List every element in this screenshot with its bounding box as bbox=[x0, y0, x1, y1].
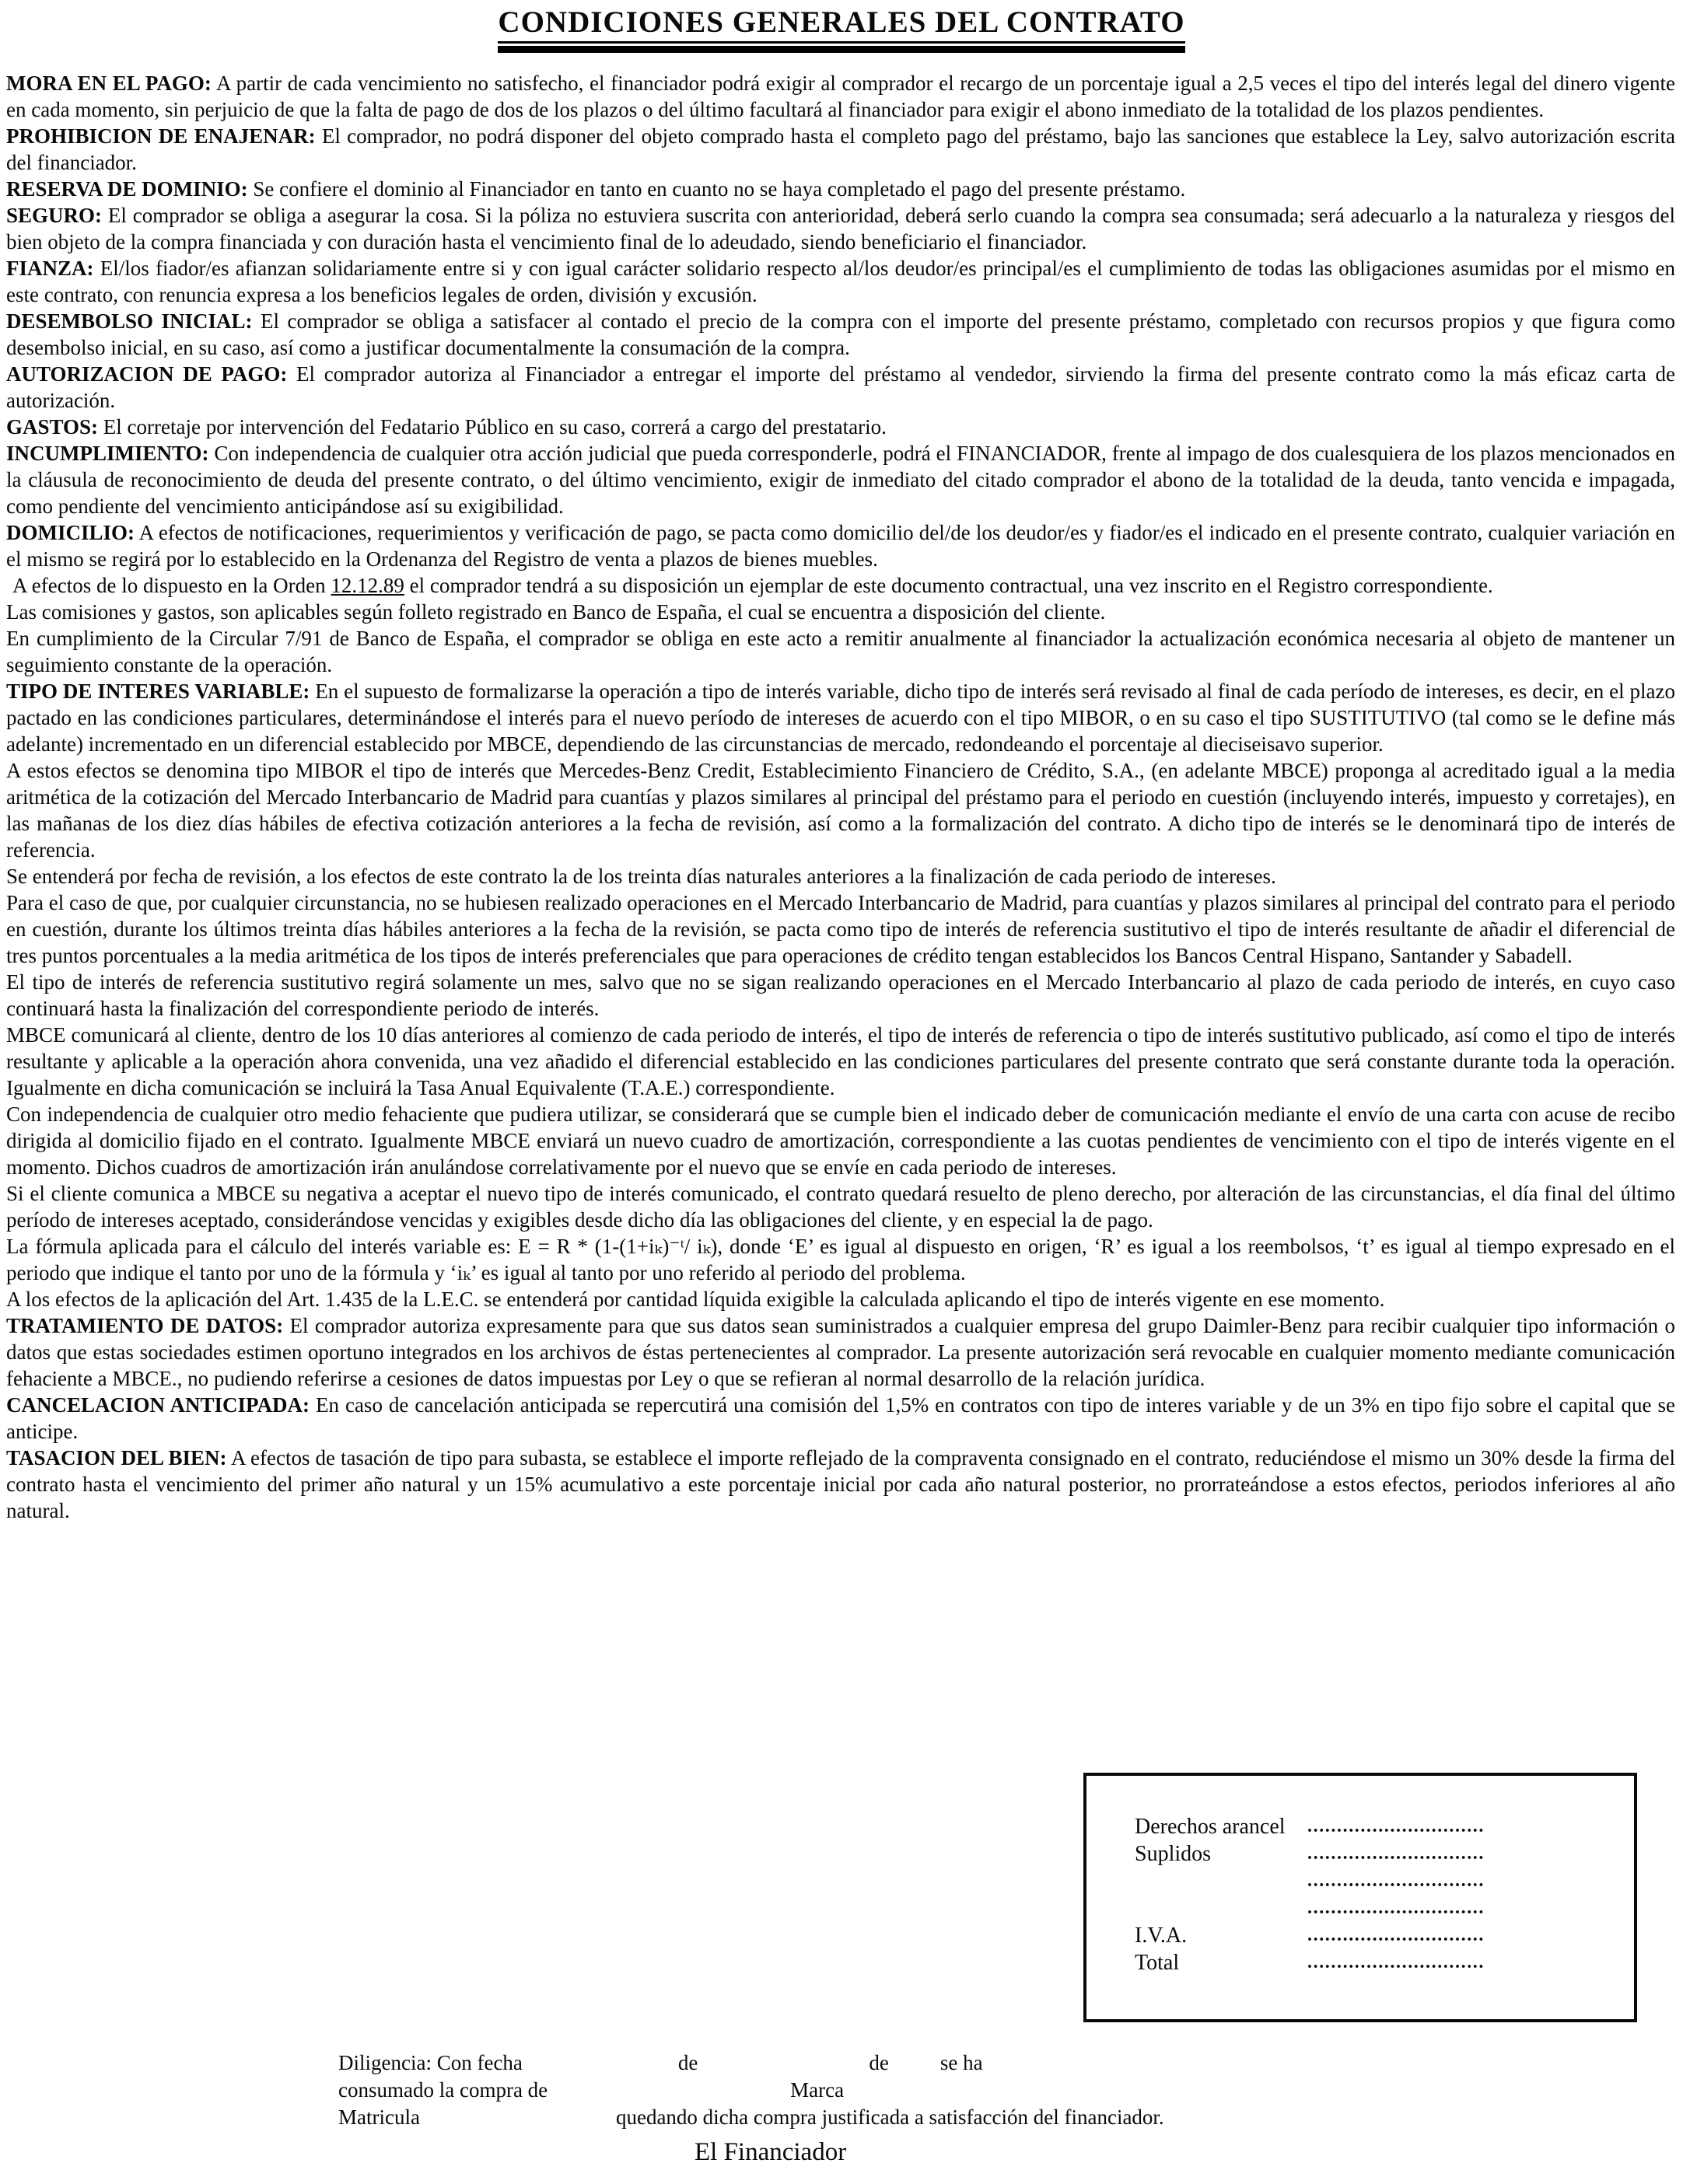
clause-text: El comprador se obliga a asegurar la cosa. Si la póliza no estuviera suscrita con anterioridad, deberá serlo cuando la compra sea consumada; será adecuarlo a la naturaleza y riesgos del bien objeto de la compra financiada y con duración hasta el vencimiento final de lo adeudado, siendo beneficiario el financiador. bbox=[6, 203, 1675, 253]
fees-rows bbox=[1086, 1776, 1634, 1976]
clause-heading: RESERVA DE DOMINIO: bbox=[6, 176, 248, 201]
clause-heading: SEGURO: bbox=[6, 203, 103, 227]
clause-paragraph bbox=[6, 969, 1675, 1022]
clause-paragraph bbox=[6, 889, 1675, 969]
clause-text: A los efectos de la aplicación del Art. 1.435 de la L.E.C. se entenderá por cantidad líquida exigible la calculada aplicando el tipo de interés vigente en ese momento. bbox=[6, 1287, 1385, 1311]
clause-paragraph bbox=[6, 863, 1675, 889]
clause-text: En caso de cancelación anticipada se repercutirá una comisión del 1,5% en contratos con tipo de interes variable y de un 3% en tipo fijo sobre el capital que se anticipe. bbox=[6, 1393, 1675, 1443]
fee-dotted-line: .............................. bbox=[1307, 1952, 1485, 1973]
fee-row bbox=[1135, 1922, 1603, 1949]
clause-heading: AUTORIZACION DE PAGO: bbox=[6, 362, 288, 386]
clause-paragraph bbox=[6, 255, 1675, 308]
clause-paragraph bbox=[6, 1445, 1675, 1524]
clause-heading: DESEMBOLSO INICIAL: bbox=[6, 309, 253, 333]
clause-text: El tipo de interés de referencia sustitutivo regirá solamente un mes, salvo que no se sigan realizando operaciones en el Mercado Interbancario al plazo de cada periodo de interés, en cuyo caso continuará hasta la finalización del correspondiente periodo de interés. bbox=[6, 970, 1675, 1020]
clause-paragraph bbox=[6, 202, 1675, 255]
clause-paragraph bbox=[6, 1312, 1675, 1392]
clause-text: El comprador, no podrá disponer del objeto comprado hasta el completo pago del préstamo, bajo las sanciones que establece la Ley, salvo autorización escrita del financiador. bbox=[6, 124, 1675, 174]
title-underline bbox=[498, 6, 1184, 53]
clause-paragraph bbox=[6, 625, 1675, 678]
clause-heading: GASTOS: bbox=[6, 414, 99, 439]
clause-heading: CANCELACION ANTICIPADA: bbox=[6, 1393, 310, 1417]
clause-paragraph bbox=[6, 123, 1675, 176]
diligencia-line bbox=[338, 2077, 1164, 2104]
page-title: CONDICIONES GENERALES DEL CONTRATO bbox=[498, 6, 1184, 44]
diligencia-text: consumado la compra de bbox=[338, 2078, 548, 2102]
diligencia-text: de bbox=[869, 2051, 889, 2074]
orden-reference: 12.12.89 bbox=[331, 573, 404, 597]
fee-row bbox=[1135, 1868, 1603, 1895]
clause-text: La fórmula aplicada para el cálculo del interés variable es: E = R * (1-(1+iₖ)⁻ᵗ/ iₖ), donde ‘E’ es igual al dispuesto en origen, ‘R’ es igual a los reembolsos, ‘t’ es igual al tiempo expresado en el periodo que indique el tanto por uno de la fórmula y ‘iₖ’ es igual al tanto por uno referido al periodo del problema. bbox=[6, 1234, 1675, 1284]
clause-heading: FIANZA: bbox=[6, 256, 94, 280]
clause-paragraph bbox=[6, 599, 1675, 625]
clause-paragraph bbox=[6, 678, 1675, 757]
clause-paragraph bbox=[6, 176, 1675, 202]
clause-text: Las comisiones y gastos, son aplicables según folleto registrado en Banco de España, el cual se encuentra a disposición del cliente. bbox=[6, 599, 1106, 624]
fee-label: Total bbox=[1135, 1951, 1180, 1975]
fee-label: I.V.A. bbox=[1135, 1924, 1188, 1948]
clause-text: En cumplimiento de la Circular 7/91 de Banco de España, el comprador se obliga en este acto a remitir anualmente al financiador la actualización económica necesaria al objeto de mantener un seguimiento constante de la operación. bbox=[6, 626, 1675, 676]
clause-text: A partir de cada vencimiento no satisfecho, el financiador podrá exigir al comprador el recargo de un porcentaje igual a 2,5 veces el tipo del interés legal del dinero vigente en cada momento, sin perjuicio de que la falta de pago de dos de los plazos o del último facultará al financiador para exigir el abono inmediato de la totalidad de los plazos pendientes. bbox=[6, 71, 1676, 121]
clause-text: A efectos de tasación de tipo para subasta, se establece el importe reflejado de la compraventa consignado en el contrato, reduciéndose el mismo un 30% desde la firma del contrato hasta el vencimiento del primer año natural y un 15% acumulativo a este porcentaje inicial por cada año natural posterior, no prorrateándose a estos efectos, periodos inferiores al año natural. bbox=[6, 1445, 1675, 1522]
clause-paragraph bbox=[6, 440, 1675, 519]
fee-label: Suplidos bbox=[1135, 1842, 1212, 1866]
fee-dotted-line: .............................. bbox=[1307, 1925, 1485, 1945]
clause-text: A efectos de notificaciones, requerimientos y verificación de pago, se pacta como domicilio del/de los deudor/es y fiador/es el indicado en el presente contrato, cualquier variación en el mismo se regirá por lo establecido en la Ordenanza del Registro de venta a plazos de bienes muebles. bbox=[6, 520, 1675, 571]
clause-text: El corretaje por intervención del Fedatario Público en su caso, correrá a cargo del prestatario. bbox=[98, 414, 887, 439]
diligencia-line bbox=[338, 2049, 1164, 2077]
clause-text: A efectos de lo dispuesto en la Orden bbox=[12, 573, 331, 597]
diligencia-note bbox=[338, 2049, 1164, 2131]
clause-heading: INCUMPLIMIENTO: bbox=[6, 441, 209, 465]
clause-text: Si el cliente comunica a MBCE su negativa a aceptar el nuevo tipo de interés comunicado, el contrato quedará resuelto de pleno derecho, por alteración de las circunstancias, el día final del último período de intereses aceptado, considerándose vencidas y exigibles desde dicho día las obligaciones del cliente, y en especial la de pago. bbox=[6, 1181, 1675, 1232]
clause-paragraph bbox=[6, 1286, 1675, 1312]
fee-label bbox=[1135, 1895, 1307, 1922]
clause-paragraph bbox=[6, 70, 1675, 123]
clause-paragraph bbox=[6, 1101, 1675, 1180]
financier-signature-label: El Financiador bbox=[695, 2138, 847, 2166]
clause-text: Con independencia de cualquier otro medio fehaciente que pudiera utilizar, se considerará que se cumple bien el indicado deber de comunicación mediante el envío de una carta con acuse de recibo dirigida al domicilio fijado en el contrato. Igualmente MBCE enviará un nuevo cuadro de amortización, correspondiente a las cuotas pendientes de vencimiento con el tipo de interés vigente en el momento. Dichos cuadros de amortización irán anulándose correlativamente por el nuevo que se envíe en cada periodo de intereses. bbox=[6, 1102, 1675, 1179]
fee-label: Derechos arancel bbox=[1135, 1815, 1286, 1839]
clause-text: MBCE comunicará al cliente, dentro de los 10 días anteriores al comienzo de cada periodo de interés, el tipo de interés de referencia o tipo de interés sustitutivo publicado, así como el tipo de interés resultante y aplicable a la operación ahora convenida, una vez añadido el diferencial establecido en las condiciones particulares del presente contrato que será constante durante toda la operación. Igualmente en dicha comunicación se incluirá la Tasa Anual Equivalente (T.A.E.) correspondiente. bbox=[6, 1022, 1675, 1099]
clause-heading: TRATAMIENTO DE DATOS: bbox=[6, 1313, 284, 1337]
diligencia-text: Marca bbox=[790, 2078, 845, 2102]
diligencia-text: de bbox=[677, 2051, 698, 2074]
clause-heading: PROHIBICION DE ENAJENAR: bbox=[6, 124, 316, 148]
fee-dotted-line: .............................. bbox=[1307, 1816, 1485, 1836]
clause-text: En el supuesto de formalizarse la operación a tipo de interés variable, dicho tipo de interés será revisado al final de cada período de intereses, es decir, en el plazo pactado en las condiciones particulares, determinándose el interés para el nuevo período de intereses de acuerdo con el tipo MIBOR, o en su caso el tipo SUSTITUTIVO (tal como se le define más adelante) incrementado en un diferencial establecido por MBCE, dependiendo de las circunstancias de mercado, redondeando el porcentaje al dieciseisavo superior. bbox=[6, 679, 1675, 756]
clause-text: El/los fiador/es afianzan solidariamente entre si y con igual carácter solidario respecto al/los deudor/es principal/es el cumplimiento de todas las obligaciones asumidas por el mismo en este contrato, con renuncia expresa a los beneficios legales de orden, división y excusión. bbox=[6, 256, 1675, 306]
clause-heading: TIPO DE INTERES VARIABLE: bbox=[6, 679, 310, 703]
clause-text: El comprador autoriza expresamente para que sus datos sean suministrados a cualquier empresa del grupo Daimler-Benz para recibir cualquier tipo información o datos que estas sociedades estimen oportuno integrados en los archivos de éstas pertenecientes al comprador. La presente autorización será revocable en cualquier momento mediante comunicación fehaciente a MBCE., no pudiendo referirse a cesiones de datos impuestas por Ley o que se refieran al normal desarrollo de la relación jurídica. bbox=[6, 1313, 1675, 1390]
clause-text: Se entenderá por fecha de revisión, a los efectos de este contrato la de los treinta días naturales anteriores a la finalización de cada periodo de intereses. bbox=[6, 864, 1276, 888]
contract-clauses bbox=[0, 53, 1683, 1524]
clause-paragraph bbox=[6, 1180, 1675, 1233]
diligencia-text: se ha bbox=[939, 2051, 983, 2074]
clause-paragraph bbox=[6, 361, 1675, 414]
clause-paragraph bbox=[6, 519, 1675, 572]
fee-row bbox=[1135, 1813, 1603, 1840]
diligencia-text: Diligencia: Con fecha bbox=[338, 2051, 523, 2074]
clause-text: Con independencia de cualquier otra acción judicial que pueda corresponderle, podrá el FINANCIADOR, frente al impago de dos cualesquiera de los plazos mencionados en la cláusula de reconocimiento de deuda del presente contrato, o del último vencimiento, exigir de inmediato del citado comprador el abono de la totalidad de la deuda, tanto vencida e impagada, como pendiente del vencimiento anticipándose así su exigibilidad. bbox=[6, 441, 1675, 518]
diligencia-text: quedando dicha compra justificada a satisfacción del financiador. bbox=[615, 2105, 1164, 2129]
clause-paragraph bbox=[6, 757, 1675, 863]
clause-text: A estos efectos se denomina tipo MIBOR el tipo de interés que Mercedes-Benz Credit, Establecimiento Financiero de Crédito, S.A., (en adelante MBCE) proponga al acreditado igual a la media aritmética de la cotización del Mercado Interbancario de Madrid para cuantías y plazos similares al principal del préstamo para el periodo en cuestión (incluyendo interés, impuesto y corretajes), en las mañanas de los diez días hábiles de efectiva cotización anteriores a la fecha de revisión, así como a la formalización del contrato. A dicho tipo de interés se le denominará tipo de interés de referencia. bbox=[6, 758, 1675, 861]
fee-dotted-line: .............................. bbox=[1307, 1843, 1485, 1864]
clause-paragraph bbox=[6, 308, 1675, 361]
fee-label bbox=[1135, 1868, 1307, 1895]
clause-paragraph bbox=[6, 572, 1675, 599]
fee-row bbox=[1135, 1895, 1603, 1922]
clause-paragraph bbox=[6, 1233, 1675, 1286]
fee-row bbox=[1135, 1949, 1603, 1976]
fee-dotted-line: .............................. bbox=[1307, 1871, 1485, 1891]
clause-text: El comprador autoriza al Financiador a entregar el importe del préstamo al vendedor, sirviendo la firma del presente contrato como la más eficaz carta de autorización. bbox=[6, 362, 1676, 412]
clause-paragraph bbox=[6, 1022, 1675, 1101]
clause-paragraph bbox=[6, 1392, 1675, 1445]
diligencia-text: Matricula bbox=[338, 2105, 420, 2129]
fees-box bbox=[1083, 1773, 1637, 2022]
title-row bbox=[0, 0, 1683, 53]
clause-heading: DOMICILIO: bbox=[6, 520, 135, 544]
fee-row bbox=[1135, 1840, 1603, 1868]
diligencia-line bbox=[338, 2104, 1164, 2131]
fee-dotted-line: .............................. bbox=[1307, 1898, 1485, 1918]
clause-text: El comprador se obliga a satisfacer al contado el precio de la compra con el importe del presente préstamo, completado con recursos propios y que figura como desembolso inicial, en su caso, así como a justificar documentalmente la consumación de la compra. bbox=[6, 309, 1675, 359]
clause-paragraph bbox=[6, 414, 1675, 440]
clause-text: el comprador tendrá a su disposición un ejemplar de este documento contractual, una vez inscrito en el Registro correspondiente. bbox=[404, 573, 1493, 597]
clause-text: Para el caso de que, por cualquier circunstancia, no se hubiesen realizado operaciones en el Mercado Interbancario de Madrid, para cuantías y plazos similares al principal del contrato para el periodo en cuestión, durante los últimos treinta días hábiles anteriores a la fecha de la revisión, se pacta como tipo de interés de referencia sustitutivo el tipo de interés resultante de añadir el diferencial de tres puntos porcentuales a la media aritmética de los tipos de interés preferenciales que para operaciones de crédito tengan establecidos los Bancos Central Hispano, Santander y Sabadell. bbox=[6, 890, 1675, 967]
clause-text: Se confiere el dominio al Financiador en tanto en cuanto no se haya completado el pago del presente préstamo. bbox=[247, 176, 1186, 201]
clause-heading: MORA EN EL PAGO: bbox=[6, 71, 212, 95]
clause-heading: TASACION DEL BIEN: bbox=[6, 1445, 227, 1469]
